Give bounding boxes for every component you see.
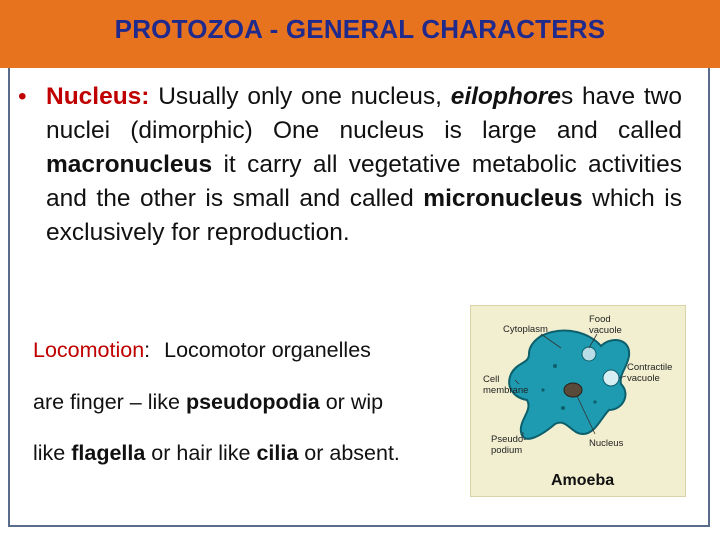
cytoplasm-label: Cytoplasm (503, 324, 548, 335)
micronucleus-term: micronucleus (423, 185, 583, 212)
nucleus-text-4: which is exclusively for reproduction. (46, 185, 682, 246)
amoeba-title: Amoeba (551, 472, 615, 489)
locomotion-text-3c: or hair like (145, 441, 257, 465)
locomotion-text-3a: like (33, 441, 72, 465)
pseudopodia-term: pseudopodia (185, 390, 320, 414)
slide-title: PROTOZOA - GENERAL CHARACTERS (114, 14, 606, 44)
cilia-term: cilia (256, 441, 299, 465)
nucleus-text-2: s have two nuclei (dimorphic) One nucleus is large and called (46, 83, 682, 144)
amoeba-diagram (470, 305, 686, 497)
nucleus-label: Nucleus: (46, 83, 150, 110)
food-vacuole-shape (582, 347, 596, 361)
locomotion-colon: : (144, 338, 151, 362)
contractile-vacuole-shape (603, 370, 619, 386)
locomotion-text-3e: or absent. (298, 441, 400, 465)
nucleus-diagram-label: Nucleus (589, 438, 624, 449)
locomotion-line-2 (33, 390, 383, 415)
locomotion-line-3 (33, 441, 400, 466)
nucleus-shape (564, 383, 582, 397)
macronucleus-term: macronucleus (46, 151, 213, 178)
nucleus-text-3: it carry all vegetative metabolic activities and the other is small and called (46, 151, 682, 212)
bullet-icon: • (18, 83, 27, 110)
locomotion-text-1: Locomotor organelles (164, 338, 371, 362)
eilophore-term: eilophore (450, 83, 561, 110)
pseudopodium-label: Pseudo- podium (491, 434, 527, 456)
nucleus-paragraph (20, 80, 682, 250)
locomotion-text-2c: or wip (319, 390, 384, 414)
flagella-term: flagella (71, 441, 146, 465)
food-vacuole-label: Food vacuole (589, 314, 622, 336)
locomotion-label: Locomotion (33, 338, 145, 362)
locomotion-text-2a: are finger – like (33, 390, 186, 414)
nucleus-text-1: Usually only one nucleus, (149, 83, 451, 110)
cell-membrane-label: Cell membrane (483, 374, 529, 396)
contractile-vacuole-label: Contractile vacuole (627, 362, 673, 384)
locomotion-line-1 (33, 338, 371, 363)
nucleus-text (46, 80, 682, 250)
